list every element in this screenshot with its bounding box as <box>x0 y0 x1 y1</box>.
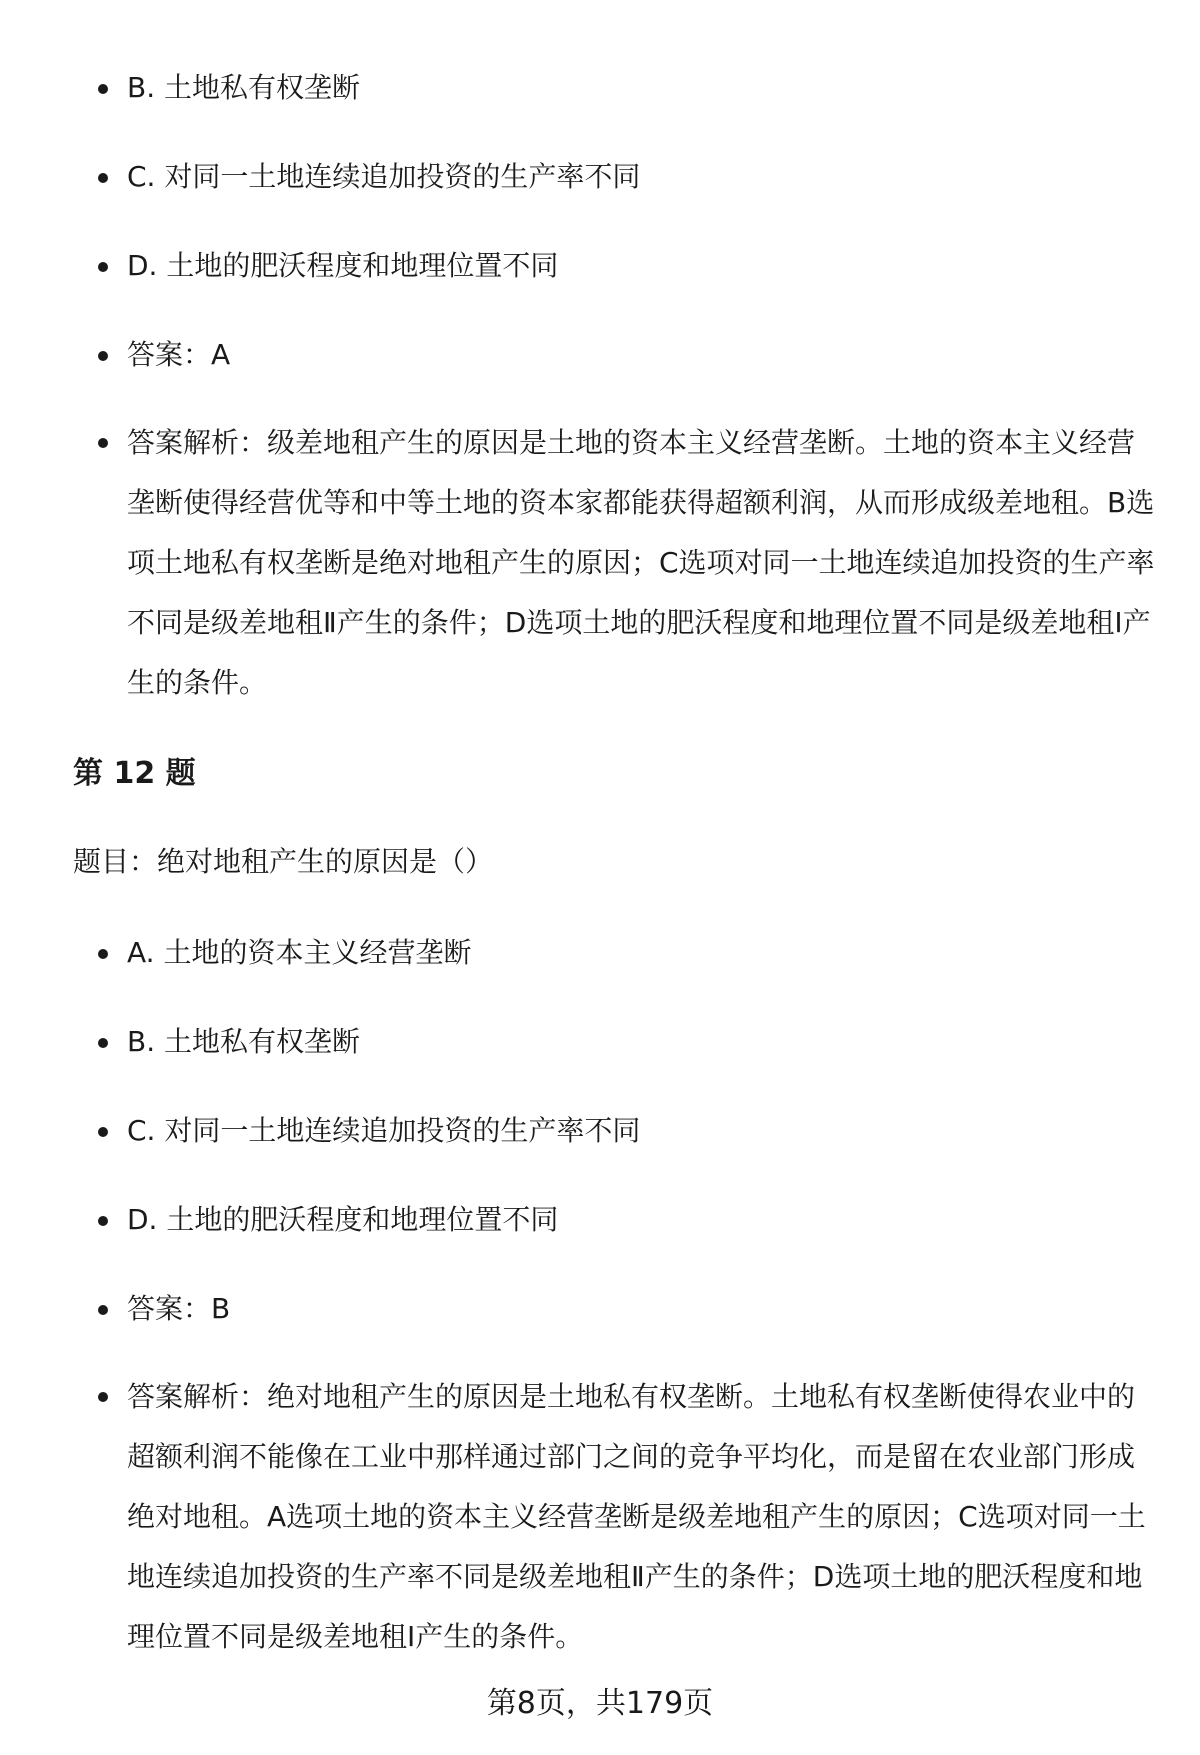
page-number: 第8页，共179页 <box>486 1686 714 1721</box>
question-12-title: 第 12 题 <box>73 756 196 791</box>
answer: 答案：B <box>0 1289 1200 1329</box>
previous-question-options <box>0 68 1200 713</box>
option-a: A. 土地的资本主义经营垄断 <box>0 933 1200 973</box>
answer: 答案：A <box>0 335 1200 375</box>
option-b: B. 土地私有权垄断 <box>0 1022 1200 1062</box>
option-b: B. 土地私有权垄断 <box>0 68 1200 108</box>
answer-explanation: 答案解析：级差地租产生的原因是土地的资本主义经营垄断。土地的资本主义经营垄断使得经营优等和中等土地的资本家都能获得超额利润，从而形成级差地租。B选项土地私有权垄断是绝对地租产生的原因；C选项对同一土地连续追加投资的生产率不同是级差地租Ⅱ产生的条件；D选项土地的肥沃程度和地理位置不同是级差地租Ⅰ产生的条件。 <box>0 413 1200 713</box>
question-12-prompt: 题目：绝对地租产生的原因是（） <box>73 845 494 878</box>
option-d: D. 土地的肥沃程度和地理位置不同 <box>0 1200 1200 1240</box>
option-c: C. 对同一土地连续追加投资的生产率不同 <box>0 157 1200 197</box>
answer-explanation: 答案解析：绝对地租产生的原因是土地私有权垄断。土地私有权垄断使得农业中的超额利润不能像在工业中那样通过部门之间的竞争平均化，而是留在农业部门形成绝对地租。A选项土地的资本主义经营垄断是级差地租产生的原因；C选项对同一土地连续追加投资的生产率不同是级差地租Ⅱ产生的条件；D选项土地的肥沃程度和地理位置不同是级差地租Ⅰ产生的条件。 <box>0 1367 1200 1667</box>
option-c: C. 对同一土地连续追加投资的生产率不同 <box>0 1111 1200 1151</box>
question-12-options <box>0 933 1200 1667</box>
option-d: D. 土地的肥沃程度和地理位置不同 <box>0 246 1200 286</box>
